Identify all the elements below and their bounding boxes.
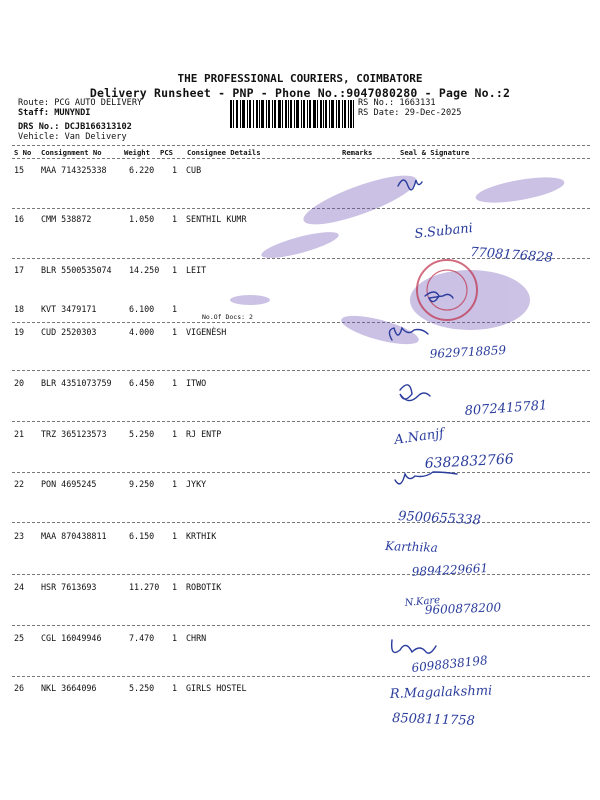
row-consignment: MAA 714325338	[41, 165, 107, 175]
handwriting-phone-row-26: 8508111758	[391, 711, 476, 729]
row-docs-note: No.Of Docs: 2	[202, 313, 253, 321]
row-consignee: RJ ENTP	[186, 429, 222, 439]
col-consignment: Consignment No	[41, 148, 102, 157]
handwriting-phone-row-20: 8072415781	[464, 398, 548, 419]
row-consignment: NKL 3664096	[41, 683, 97, 693]
handwriting-phone-row-16: 7708176828	[469, 245, 554, 266]
row-weight: 9.250	[129, 479, 155, 489]
row-sno: 18	[14, 304, 25, 314]
row-consignment: MAA 870438811	[41, 531, 107, 541]
row-consignment: CMM 538872	[41, 214, 92, 224]
row-sno: 26	[14, 683, 25, 693]
row-sno: 15	[14, 165, 25, 175]
row-sno: 24	[14, 582, 25, 592]
row-weight: 11.270	[129, 582, 160, 592]
row-consignment: BLR 4351073759	[41, 378, 112, 388]
row-weight: 6.150	[129, 531, 155, 541]
rs-number: RS No.: 1663131	[358, 98, 436, 108]
row-consignee: JYKY	[186, 479, 207, 489]
handwriting-phone-row-23: 9894229661	[411, 561, 489, 579]
row-pcs: 1	[172, 214, 178, 224]
row-consignment: PON 4695245	[41, 479, 97, 489]
handwriting-name-row-23: Karthika	[384, 539, 439, 555]
row-pcs: 1	[172, 633, 178, 643]
row-pcs: 1	[172, 479, 178, 489]
company-title: THE PROFESSIONAL COURIERS, COIMBATORE	[177, 72, 423, 85]
signature-row-25	[392, 640, 436, 653]
row-consignee: GIRLS HOSTEL	[186, 683, 247, 693]
handwriting-phone-row-22: 9500655338	[397, 509, 482, 529]
col-pcs: PCS	[160, 148, 173, 157]
row-pcs: 1	[172, 378, 178, 388]
row-consignee: ROBOTIK	[186, 582, 222, 592]
row-pcs: 1	[172, 304, 178, 314]
handwriting-name-row-24: N.Kare	[404, 594, 441, 609]
staff-text: Staff: MUNYNDI	[18, 107, 91, 118]
row-sno: 20	[14, 378, 25, 388]
row-sno: 22	[14, 479, 25, 489]
row-sno: 25	[14, 633, 25, 643]
row-consignee: ITWO	[186, 378, 207, 388]
row-pcs: 1	[172, 265, 178, 275]
row-sno: 21	[14, 429, 25, 439]
handwriting-phone-row-21: 6382832766	[424, 451, 515, 472]
row-weight: 5.250	[129, 429, 155, 439]
signature-row-22	[395, 472, 457, 484]
row-consignee: LEIT	[186, 265, 207, 275]
rs-date: RS Date: 29-Dec-2025	[358, 107, 462, 118]
vehicle-text: Vehicle: Van Delivery	[18, 131, 127, 142]
drs-number: DRS No.: DCJB166313102	[18, 121, 132, 132]
row-consignment: TRZ 365123573	[41, 429, 107, 439]
handwriting-phone-row-24: 9600878200	[424, 600, 502, 617]
row-consignment: CUD 2520303	[41, 327, 97, 337]
row-weight: 1.050	[129, 214, 155, 224]
handwriting-name-row-26: R.Magalakshmi	[389, 683, 493, 702]
row-pcs: 1	[172, 165, 178, 175]
row-weight: 6.450	[129, 378, 155, 388]
row-consignee: KRTHIK	[186, 531, 217, 541]
row-weight: 7.470	[129, 633, 155, 643]
row-consignment: KVT 3479171	[41, 304, 97, 314]
row-pcs: 1	[172, 327, 178, 337]
row-sno: 19	[14, 327, 25, 337]
row-weight: 5.250	[129, 683, 155, 693]
row-sno: 17	[14, 265, 25, 275]
signature-row-20	[400, 385, 430, 401]
row-weight: 6.100	[129, 304, 155, 314]
route-text: Route: PCG AUTO DELIVERY	[18, 98, 143, 108]
row-pcs: 1	[172, 582, 178, 592]
handwriting-name-row-16: S.Subani	[413, 220, 474, 242]
row-weight: 4.000	[129, 327, 155, 337]
row-weight: 14.250	[129, 265, 160, 275]
row-pcs: 1	[172, 683, 178, 693]
handwriting-phone-row-25: 6098838198	[410, 653, 489, 675]
row-pcs: 1	[172, 429, 178, 439]
runsheet-subtitle: Delivery Runsheet - PNP - Phone No.:9047080280 - Page No.:2	[89, 86, 511, 100]
row-consignee: VIGENÈSH	[186, 327, 227, 337]
col-consignee: Consignee Details	[187, 148, 261, 157]
row-sno: 23	[14, 531, 25, 541]
handwriting-name-row-21: A.Nanjf	[393, 426, 445, 448]
col-sno: S No	[14, 148, 32, 157]
row-consignee: CUB	[186, 165, 202, 175]
row-pcs: 1	[172, 531, 178, 541]
row-consignee: CHRN	[186, 633, 207, 643]
col-remarks: Remarks	[342, 148, 373, 157]
col-weight: Weight	[124, 148, 150, 157]
col-seal-signature: Seal & Signature	[400, 148, 470, 157]
row-weight: 6.220	[129, 165, 155, 175]
row-consignment: HSR 7613693	[41, 582, 97, 592]
row-sno: 16	[14, 214, 25, 224]
handwriting-phone-row-19: 9629718859	[429, 343, 507, 361]
row-consignee: SENTHIL KUMR	[186, 214, 247, 224]
row-consignment: BLR 5500535074	[41, 265, 112, 275]
row-consignment: CGL 16049946	[41, 633, 102, 643]
